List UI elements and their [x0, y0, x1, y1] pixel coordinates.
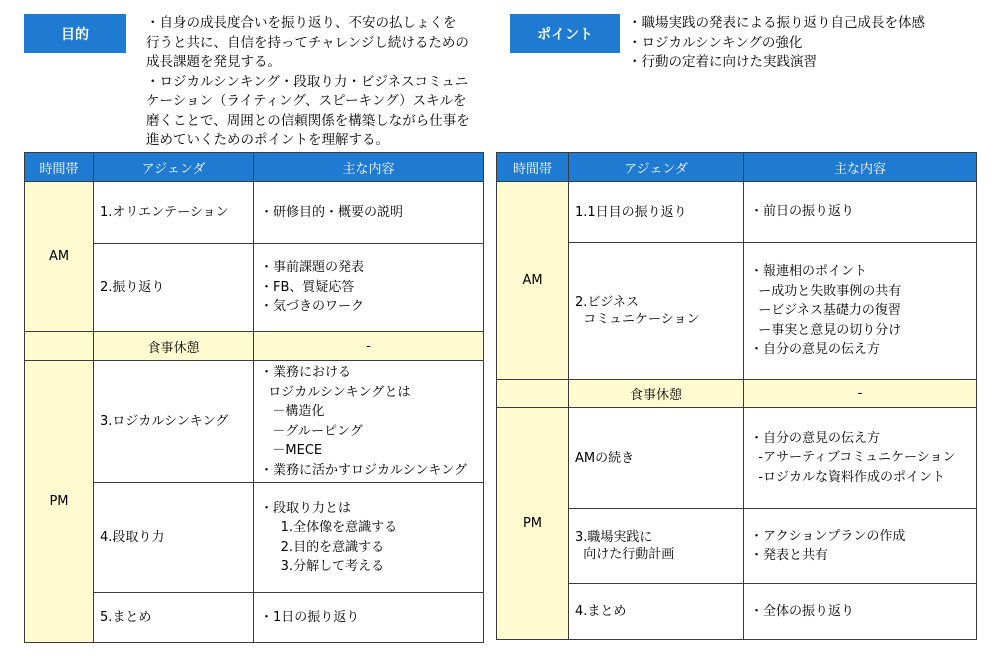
day2-schedule-table: [496, 152, 977, 640]
lunch-content: -: [744, 380, 977, 408]
day1-schedule-table: [24, 152, 484, 643]
col-time: 時間帯: [25, 153, 94, 182]
point-label: ポイント: [510, 14, 620, 53]
agenda-cell: 4.まとめ: [569, 584, 744, 640]
agenda-cell: 1.1日目の振り返り: [569, 182, 744, 243]
content-cell: ・報連相のポイント ー成功と失敗事例の共有 ービジネス基礎力の復習 ー事実と意見の切り分け ・自分の意見の伝え方: [744, 243, 977, 380]
content-cell: ・1日の振り返り: [254, 593, 484, 643]
pm-slot: PM: [25, 361, 94, 643]
pm-slot: PM: [497, 408, 569, 640]
lunch-slot: [25, 332, 94, 361]
agenda-cell: 2.振り返り: [94, 244, 254, 332]
lunch-label: 食事休憩: [94, 332, 254, 361]
content-cell: ・事前課題の発表 ・FB、質疑応答 ・気づきのワーク: [254, 244, 484, 332]
content-cell: ・自分の意見の伝え方 -アサーティブコミュニケーション -ロジカルな資料作成のポイント: [744, 408, 977, 509]
col-time: 時間帯: [497, 153, 569, 182]
point-text: ・職場実践の発表による振り返り自己成長を体感 ・ロジカルシンキングの強化 ・行動の定着に向けた実践演習: [628, 15, 925, 70]
col-agenda: アジェンダ: [569, 153, 744, 182]
lunch-label: 食事休憩: [569, 380, 744, 408]
purpose-label: 目的: [24, 14, 126, 53]
am-slot: AM: [497, 182, 569, 380]
lunch-slot: [497, 380, 569, 408]
agenda-cell: 4.段取り力: [94, 483, 254, 593]
agenda-cell: 3.職場実践に 向けた行動計画: [569, 509, 744, 584]
lunch-content: -: [254, 332, 484, 361]
agenda-cell: 5.まとめ: [94, 593, 254, 643]
agenda-cell: 1.オリエンテーション: [94, 182, 254, 244]
agenda-cell: 3.ロジカルシンキング: [94, 361, 254, 483]
col-content: 主な内容: [744, 153, 977, 182]
content-cell: ・前日の振り返り: [744, 182, 977, 243]
am-slot: AM: [25, 182, 94, 332]
agenda-cell: 2.ビジネス コミュニケーション: [569, 243, 744, 380]
content-cell: ・アクションプランの作成 ・発表と共有: [744, 509, 977, 584]
agenda-cell: AMの続き: [569, 408, 744, 509]
col-agenda: アジェンダ: [94, 153, 254, 182]
col-content: 主な内容: [254, 153, 484, 182]
purpose-text: ・自身の成長度合いを振り返り、不安の払しょくを 行うと共に、自信を持ってチャレンジし続けるための 成長課題を発見する。 ・ロジカルシンキング・段取り力・ビジネスコミュニ ケーション（ライティング、スピーキング）スキルを 磨くことで、周囲との信頼関係を構築しながら仕事を 進めていくためのポイントを理解する。: [146, 15, 470, 148]
content-cell: ・業務における ロジカルシンキングとは －構造化 －グルーピング －MECE ・業務に活かすロジカルシンキング: [254, 361, 484, 483]
content-cell: ・段取り力とは 1.全体像を意識する 2.目的を意識する 3.分解して考える: [254, 483, 484, 593]
content-cell: ・研修目的・概要の説明: [254, 182, 484, 244]
content-cell: ・全体の振り返り: [744, 584, 977, 640]
